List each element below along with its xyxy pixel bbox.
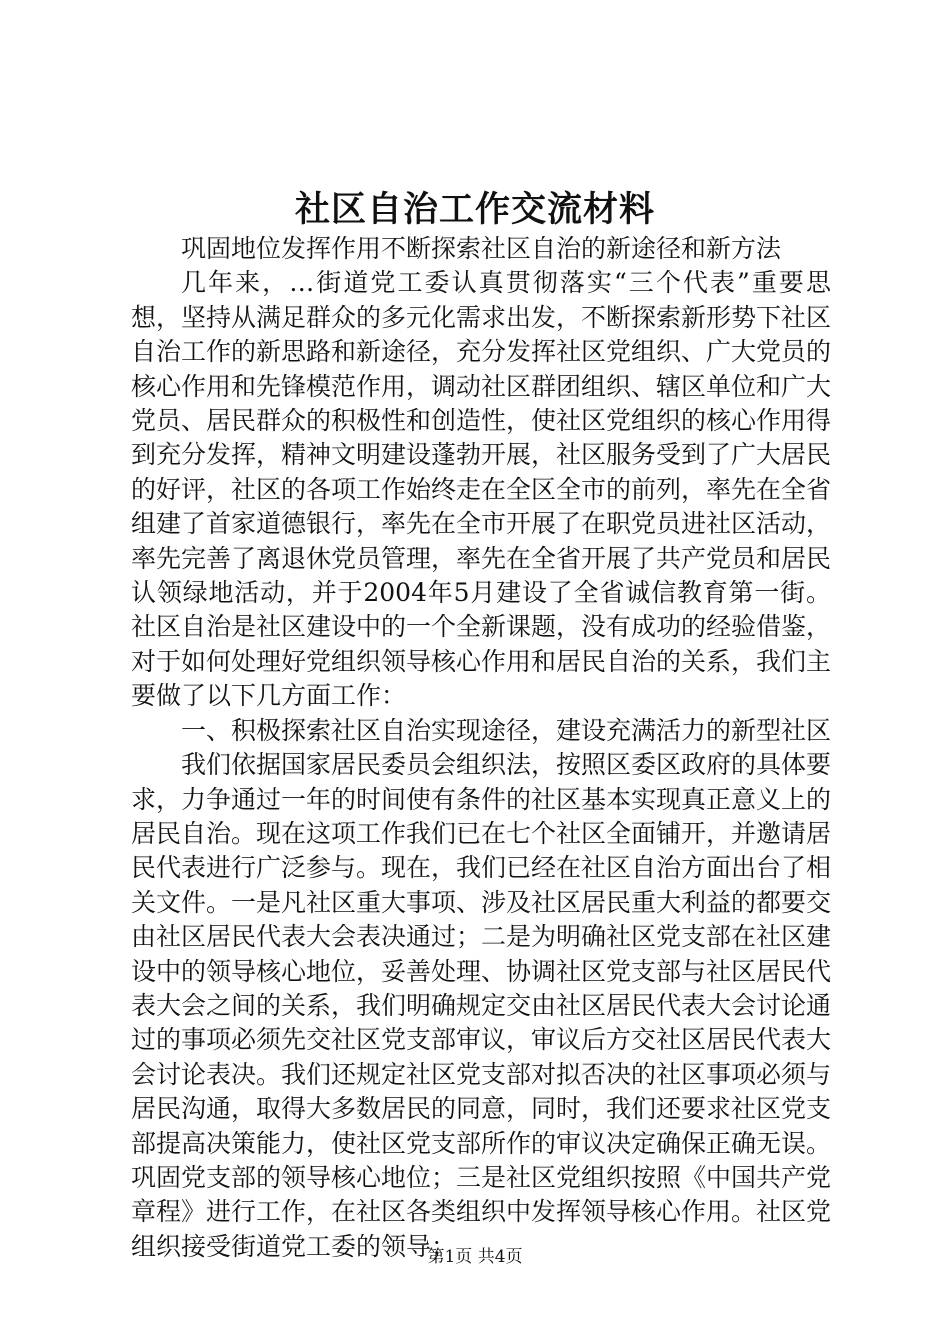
document-title: 社区自治工作交流材料 xyxy=(294,189,655,230)
page-footer: 第1页 共4页 xyxy=(427,1247,523,1267)
document-body xyxy=(131,232,831,1264)
body-paragraph: 我们依据国家居民委员会组织法，按照区委区政府的具体要求，力争通过一年的时间使有条件的社区基本实现真正意义上的居民自治。现在这项工作我们已在七个社区全面铺开，并邀请居民代表进行广泛参与。现在，我们已经在社区自治方面出台了相关文件。一是凡社区重大事项、涉及社区居民重大利益的都要交由社区居民代表大会表决通过；二是为明确社区党支部在社区建设中的领导核心地位，妥善处理、协调社区党支部与社区居民代表大会之间的关系，我们明确规定交由社区居民代表大会讨论通过的事项必须先交社区党支部审议，审议后方交社区居民代表大会讨论表决。我们还规定社区党支部对拟否决的社区事项必须与居民沟通，取得大多数居民的同意，同时，我们还要求社区党支部提高决策能力，使社区党支部所作的审议决定确保正确无误。巩固党支部的领导核心地位；三是社区党组织按照《中国共产党章程》进行工作，在社区各类组织中发挥领导核心作用。社区党组织接受街道党工委的领导； xyxy=(131,750,832,1261)
section-heading: 一、积极探索社区自治实现途径，建设充满活力的新型社区 xyxy=(181,715,832,745)
subtitle-paragraph: 巩固地位发挥作用不断探索社区自治的新途径和新方法 xyxy=(181,234,782,263)
intro-paragraph: 几年来，…街道党工委认真贯彻落实“三个代表”重要思想，坚持从满足群众的多元化需求出发，不断探索新形势下社区自治工作的新思路和新途径，充分发挥社区党组织、广大党员的核心作用和先锋模范作用，调动社区群团组织、辖区单位和广大党员、居民群众的积极性和创造性，使社区党组织的核心作用得到充分发挥，精神文明建设蓬勃开展，社区服务受到了广大居民的好评，社区的各项工作始终走在全区全市的前列，率先在全省组建了首家道德银行，率先在全市开展了在职党员进社区活动，率先完善了离退休党员管理，率先在全省开展了共产党员和居民认领绿地活动，并于2004年5月建设了全省诚信教育第一街。社区自治是社区建设中的一个全新课题，没有成功的经验借鉴，对于如何处理好党组织领导核心作用和居民自治的关系，我们主要做了以下几方面工作： xyxy=(131,268,832,711)
